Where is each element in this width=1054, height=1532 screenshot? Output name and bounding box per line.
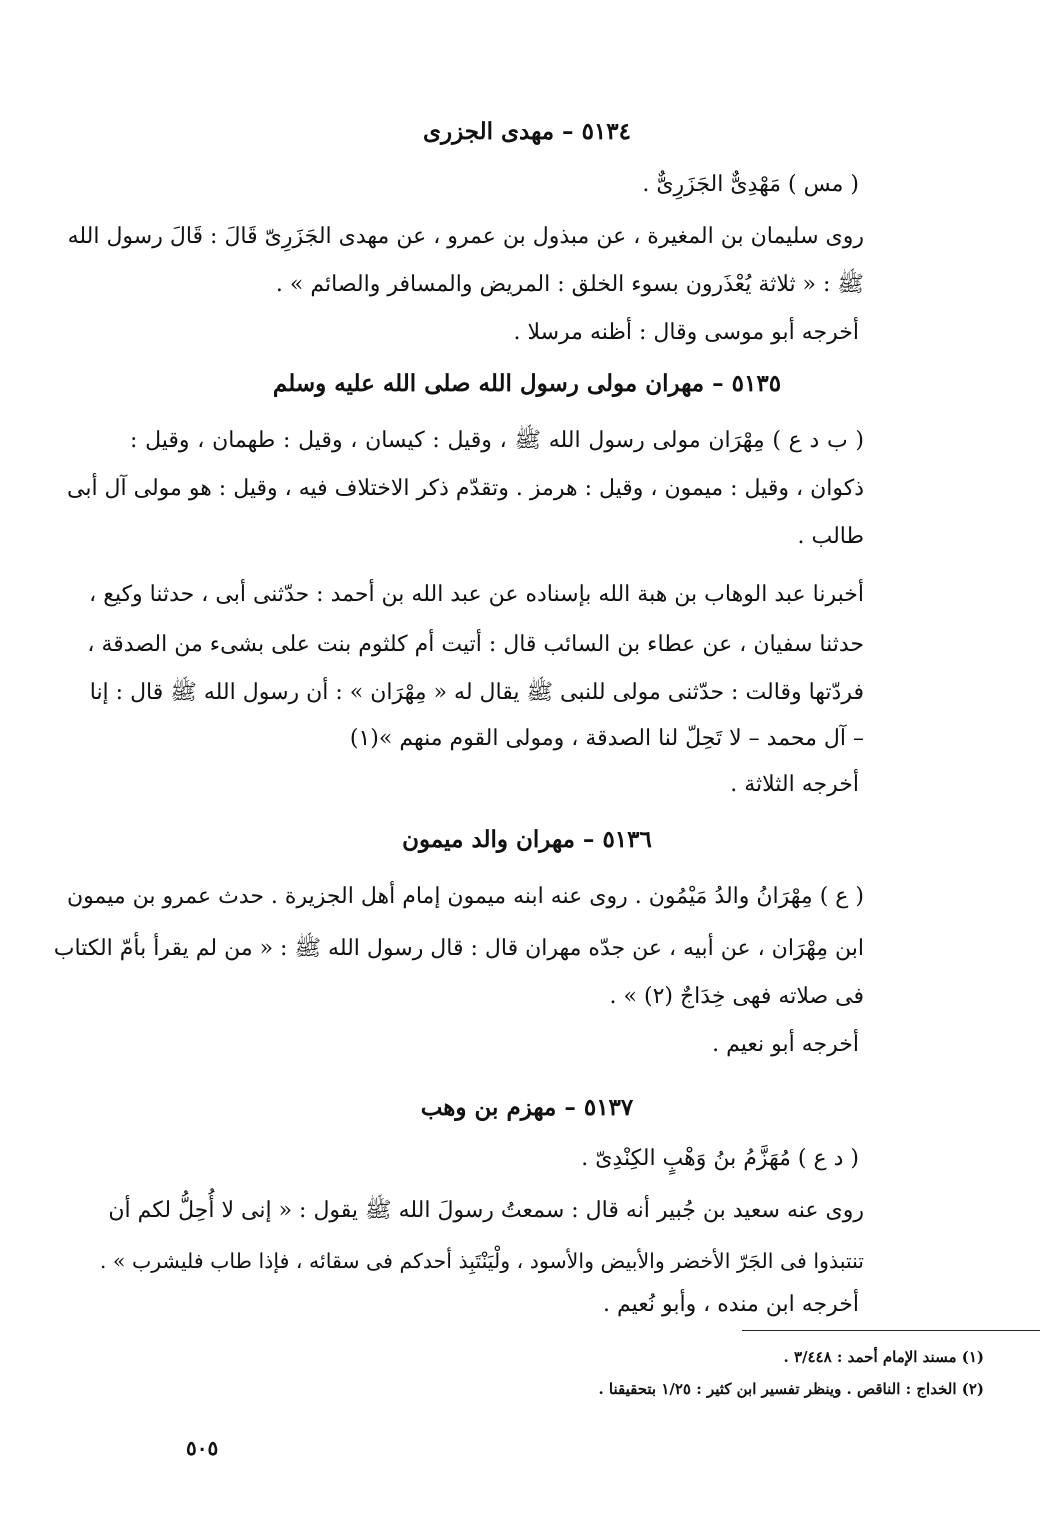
page-number: ٥٠٥ [186, 1436, 219, 1460]
entry-line: أخرجه الثلاثة . [730, 772, 859, 797]
entry-line: ( د ع ) مُهَزَّمُ بنُ وَهْبٍ الكِنْدِىّ . [581, 1146, 859, 1171]
entry-title: ٥١٣٤ – مهدى الجزرى [423, 118, 631, 145]
footnote: (١) مسند الإمام أحمد : ٣/٤٤٨ . [783, 1348, 984, 1366]
entry-line: – آل محمد – لا تَحِلّ لنا الصدقة ، ومولى القوم منهم »(١) [349, 726, 864, 751]
entry-line: حدثنا سفيان ، عن عطاء بن السائب قال : أتيت أم كلثوم بنت على بشىء من الصدقة ، [87, 632, 864, 657]
entry-line: أخبرنا عبد الوهاب بن هبة الله بإسناده عن عبد الله بن أحمد : حدّثنى أبى ، حدثنا وكيع ، [89, 582, 864, 607]
entry-line: روى سليمان بن المغيرة ، عن مبذول بن عمرو ، عن مهدى الجَزَرِىّ قَالَ : قَالَ رسول الله [67, 224, 864, 249]
entry-line: ( مس ) مَهْدِىٌّ الجَزَرِىٌّ . [642, 172, 859, 197]
entry-line: أخرجه أبو موسى وقال : أظنه مرسلا . [513, 320, 859, 345]
entry-line: تنتبذوا فى الجَرّ الأخضر والأبيض والأسود ، ولْيَنْتَبِذ أحدكم فى سقائه ، فإذا طاب فليشرب » . [99, 1249, 864, 1273]
entry-title: ٥١٣٦ – مهران والد ميمون [402, 826, 652, 853]
entry-line: ابن مِهْرَان ، عن أبيه ، عن جدّه مهران قال : قال رسول الله ﷺ : « من لم يقرأ بأمّ الكتاب [53, 936, 864, 961]
entry-line: ( ع ) مِهْرَانُ والدُ مَيْمُون . روى عنه ابنه ميمون إمام أهل الجزيرة . حدث عمرو بن ميمون [66, 884, 864, 909]
entry-line: فردّتها وقالت : حدّثنى مولى للنبى ﷺ يقال له « مِهْرَان » : أن رسول الله ﷺ قال : إنا [89, 680, 864, 705]
entry-title: ٥١٣٧ – مهزم بن وهب [420, 1094, 634, 1121]
entry-line: أخرجه ابن منده ، وأبو نُعيم . [602, 1292, 859, 1317]
entry-line: ( ب د ع ) مِهْرَان مولى رسول الله ﷺ ، وقيل : كيسان ، وقيل : طهمان ، وقيل : [130, 428, 864, 453]
entry-line: أخرجه أبو نعيم . [712, 1032, 859, 1057]
entry-line: روى عنه سعيد بن جُبير أنه قال : سمعتُ رسولَ الله ﷺ يقول : « إنى لا أُحِلُّ لكم أن [108, 1198, 864, 1223]
footnote-divider [742, 1330, 1040, 1331]
footnote: (٢) الخداج : الناقص . وينظر تفسير ابن كثير : ١/٢٥ بتحقيقنا . [598, 1380, 984, 1398]
entry-line: فى صلاته فهى خِدَاجٌ (٢) » . [609, 984, 864, 1009]
entry-line: ذكوان ، وقيل : ميمون ، وقيل : هرمز . وتقدّم ذكر الاختلاف فيه ، وقيل : هو مولى آل أبى [66, 476, 864, 501]
entry-title: ٥١٣٥ – مهران مولى رسول الله صلى الله عليه وسلم [272, 370, 782, 397]
entry-line: ﷺ : « ثلاثة يُعْذَرون بسوء الخلق : المريض والمسافر والصائم » . [275, 272, 864, 297]
entry-line: طالب . [797, 524, 864, 549]
